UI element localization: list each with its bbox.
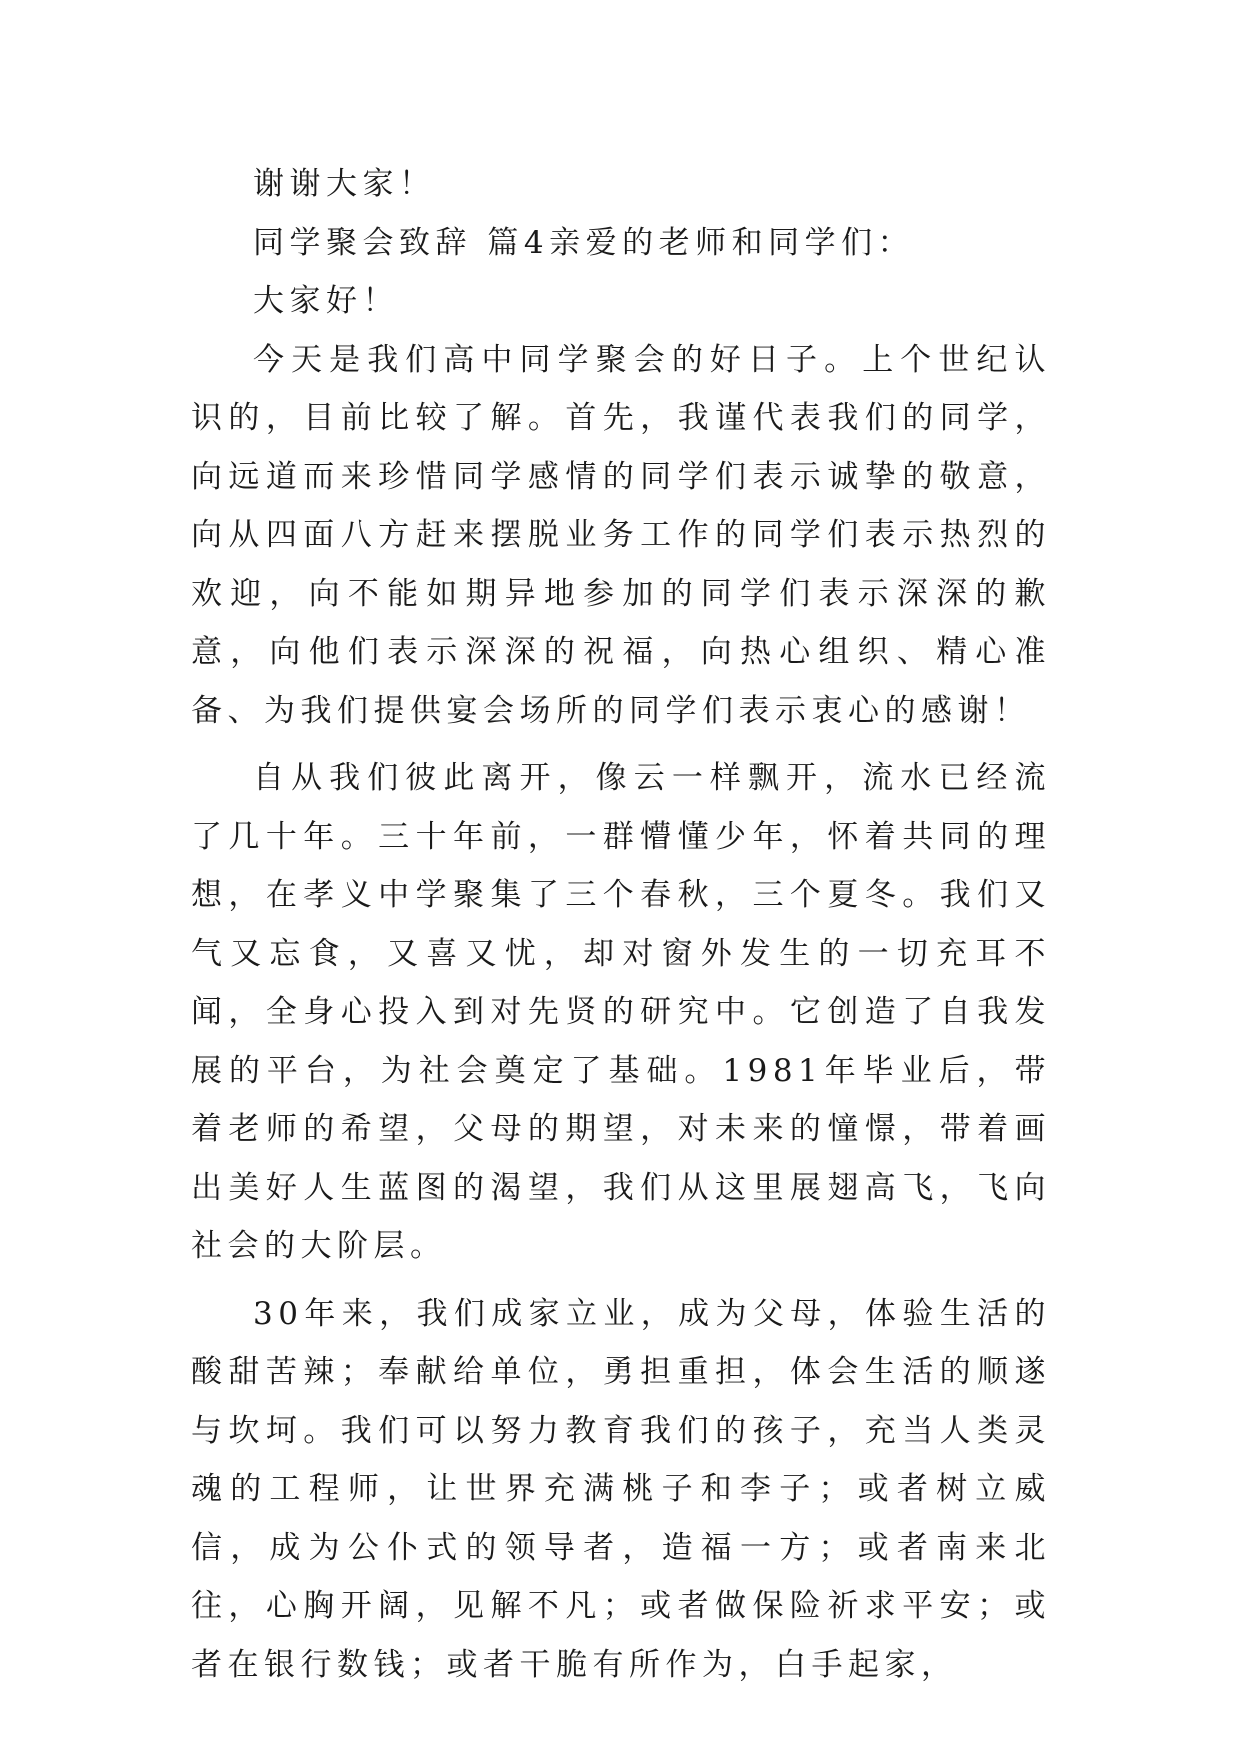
paragraph-opening: 今天是我们高中同学聚会的好日子。上个世纪认识的，目前比较了解。首先，我谨代表我们的同学，向远道而来珍惜同学感情的同学们表示诚挚的敬意，向从四面八方赶来摆脱业务工作的同学们表示热烈的欢迎，向不能如期异地参加的同学们表示深深的歉意，向他们表示深深的祝福，向热心组织、精心准备、为我们提供宴会场所的同学们表示衷心的感谢！ (191, 341, 1051, 729)
paragraph-greeting: 大家好！ (253, 283, 399, 319)
paragraph-thanks: 谢谢大家！ (253, 166, 436, 202)
document-body (191, 155, 1051, 1694)
paragraph-speech-title: 同学聚会致辞 篇4亲爱的老师和同学们： (253, 224, 915, 261)
paragraph-thirty-years: 30年来，我们成家立业，成为父母，体验生活的酸甜苦辣；奉献给单位，勇担重担，体会生活的顺遂与坎坷。我们可以努力教育我们的孩子，充当人类灵魂的工程师，让世界充满桃子和李子；或者树立威信，成为公仆式的领导者，造福一方；或者南来北往，心胸开阔，见解不凡；或者做保险祈求平安；或者在银行数钱；或者干脆有所作为，白手起家， (191, 1295, 1051, 1683)
paragraph-memories: 自从我们彼此离开，像云一样飘开，流水已经流了几十年。三十年前，一群懵懂少年，怀着共同的理想，在孝义中学聚集了三个春秋，三个夏冬。我们又气又忘食，又喜又忧，却对窗外发生的一切充耳不闻，全身心投入到对先贤的研究中。它创造了自我发展的平台，为社会奠定了基础。1981年毕业后，带着老师的希望，父母的期望，对未来的憧憬，带着画出美好人生蓝图的渴望，我们从这里展翅高飞，飞向社会的大阶层。 (191, 760, 1051, 1264)
